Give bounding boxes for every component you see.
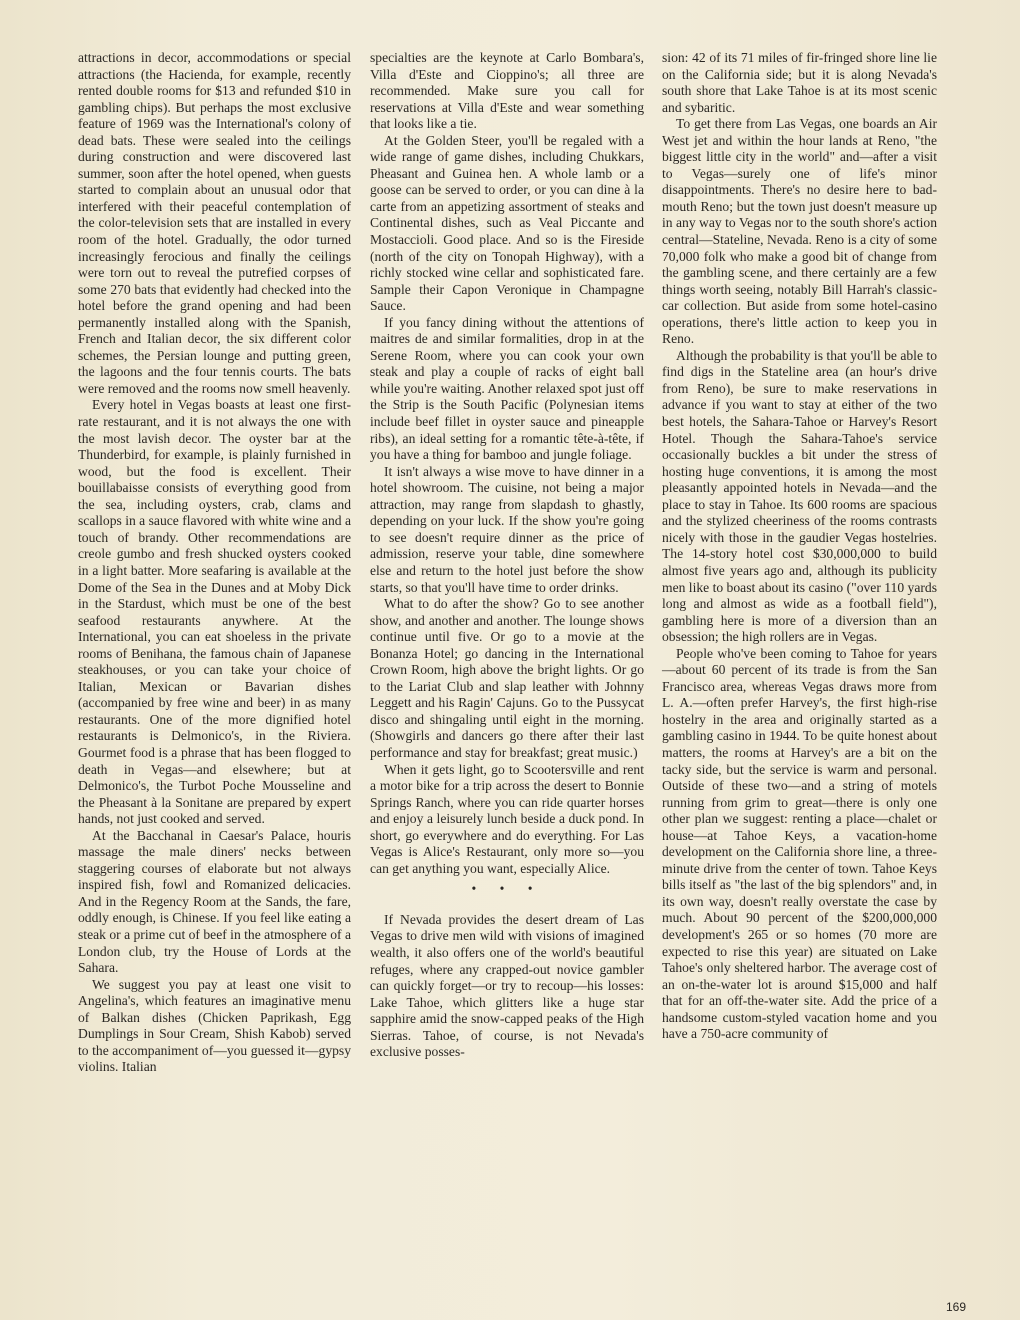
- paragraph: Every hotel in Vegas boasts at least one first-rate restaurant, and it is not always the one with the most lavish decor. The oyster bar at the Thunderbird, for example, is plainly furnished in wood, but the food is excellent. Their bouillabaisse consists of everything good from the sea, including oysters, crab, clams and scallops in a sauce flavored with white wine and a touch of brandy. Other recommendations are creole gumbo and fresh shucked oysters cooked in a light batter. More seafaring is available at the Dome of the Sea in the Dunes and at Moby Dick in the Stardust, which must be one of the best seafood restaurants anywhere. At the International, you can eat shoeless in the private rooms of Benihana, the famous chain of Japanese steakhouses, or you can take your choice of Italian, Mexican or Bavarian dishes (accompanied by free wine and beer) in as many restaurants. One of the more dignified hotel restaurants is Delmonico's, in the Riviera. Gourmet food is a phrase that has been flogged to death in Vegas—and elsewhere; but at Delmonico's, the Turbot Poche Mousseline and the Pheasant à la Sonitane are prepared by expert hands, not just cooked and served.: [78, 397, 351, 827]
- paragraph: sion: 42 of its 71 miles of fir-fringed shore line lie on the California side; but it is along Nevada's south shore that Lake Tahoe is at its most scenic and sybaritic.: [662, 50, 937, 115]
- paragraph: When it gets light, go to Scootersville and rent a motor bike for a trip across the desert to Bonnie Springs Ranch, where you can ride quarter horses and enjoy a leisurely lunch beside a duck pond. In short, go everywhere and do everything. For Las Vegas is Alice's Restaurant, only more so—you can get anything you want, especially Alice.: [370, 761, 644, 876]
- paragraph: Although the probability is that you'll be able to find digs in the Stateline area (an hour's drive from Reno), be sure to make reservations in advance if you want to stay at either of the two best hotels, the Sahara-Tahoe or Harvey's Resort Hotel. Though the Sahara-Tahoe's service occasionally buckles a bit under the stress of hosting huge conventions, it is among the most pleasantly appointed hotels in Nevada—and the place to stay in Tahoe. Its 600 rooms are spacious and the stylized cheeriness of the rooms contrasts nicely with those in the gaudier Vegas hostelries. The 14-story hotel cost $30,000,000 to build almost five years ago and, although its publicity men like to boast about its casino ("over 110 yards long and almost as wide as a football field"), gambling here is more of a diversion than an obsession; the high rollers are in Vegas.: [662, 347, 937, 645]
- paragraph: At the Golden Steer, you'll be regaled with a wide range of game dishes, including Chukkars, Pheasant and Guinea hen. A whole lamb or a goose can be served to order, or you can dine à la carte from an appetizing assortment of steaks and Continental dishes, such as Veal Piccante and Mostaccioli. Good place. And so is the Fireside (north of the city on Tonopah Highway), with a richly stocked wine cellar and sophisticated fare. Sample their Capon Veronique in Champagne Sauce.: [370, 132, 644, 314]
- paragraph: It isn't always a wise move to have dinner in a hotel showroom. The cuisine, not being a major attraction, may range from slapdash to ghastly, depending on your luck. If the show you're going to see doesn't require dinner as the price of admission, reserve your table, dine somewhere else and return to the hotel just before the show starts, so that you'll have time to order drinks.: [370, 463, 644, 595]
- text-column-1: [78, 50, 351, 1076]
- paragraph: attractions in decor, accommodations or special attractions (the Hacienda, for example, recently rented double rooms for $13 and refunded $10 in gambling chips). But perhaps the most exclusive feature of 1969 was the International's colony of dead bats. These were sealed into the ceilings during construction and were discovered last summer, soon after the hotel opened, when guests started to complain about an unusual odor that interfered with their peaceful contemplation of the color-television sets that are installed in every room of the hotel. Gradually, the odor turned increasingly ferocious and finally the ceilings were torn out to reveal the putrefied corpses of some 270 bats that evidently had checked into the hotel before the grand opening and had been permanently installed along with the Spanish, French and Italian decor, the six different color schemes, the Persian lounge and putting green, the lagoons and the four tennis courts. The bats were removed and the rooms now smell heavenly.: [78, 50, 351, 396]
- page-number: 169: [946, 1300, 967, 1314]
- paragraph: People who've been coming to Tahoe for years—about 60 percent of its trade is from the San Francisco area, whereas Vegas draws more from L. A.—often prefer Harvey's, the first high-rise hostelry in the area and originally started as a gambling casino in 1944. To be quite honest about matters, the rooms at Harvey's are a bit on the tacky side, but the service is warm and personal. Outside of these two—and a string of motels running from grim to great—there is only one other plan we suggest: renting a place—chalet or house—at Tahoe Keys, a vacation-home development on the California shore line, a three-minute drive from the center of town. Tahoe Keys bills itself as "the last of the big splendors" and, in its own way, doesn't really overstate the case by much. About 90 percent of the $200,000,000 development's 265 or so homes (70 more are expected to rise this year) are situated on Lake Tahoe's only sheltered harbor. The average cost of an on-the-water lot is around $15,000 and half that for an off-the-water site. Add the price of a handsome custom-styled vacation home and you have a 750-acre community of: [662, 645, 937, 1042]
- paragraph: If you fancy dining without the attentions of maitres de and similar formalities, drop in at the Serene Room, where you can cook your own steak and play a couple of racks of eight ball while you're waiting. Another relaxed spot just off the Strip is the South Pacific (Polynesian items include beef fillet in oyster sauce and pineapple ribs), an ideal setting for a romantic tête-à-tête, if you have a thing for bamboo and jungle foliage.: [370, 314, 644, 463]
- paragraph: What to do after the show? Go to see another show, and another and another. The lounge shows continue until five. Or go to a movie at the Bonanza Hotel; go dancing in the International Crown Room, high above the bright lights. Or go to the Lariat Club and slap leather with Johnny Leggett and his Ragin' Cajuns. Go to the Pussycat disco and shingaling until eight in the morning. (Showgirls and dancers go there after their last performance and stay for breakfast; great music.): [370, 596, 644, 760]
- text-column-3: [662, 50, 937, 1043]
- paragraph: To get there from Las Vegas, one boards an Air West jet and within the hour lands at Reno, "the biggest little city in the world" and—after a visit to Vegas—surely one of life's minor disappointments. There's no desire here to bad-mouth Reno; but the town just doesn't measure up in any way to Vegas nor to the south shore's action central—Stateline, Nevada. Reno is a city of some 70,000 folk who make a good bit of change from the gambling scene, and there certainly are a few things worth seeing, notably Bill Harrah's classic-car collection. But aside from some hotel-casino operations, there's little action to keep you in Reno.: [662, 116, 937, 347]
- paragraph: specialties are the keynote at Carlo Bombara's, Villa d'Este and Cioppino's; all three are recommended. Make sure you call for reservations at Villa d'Este and wear something that looks like a tie.: [370, 50, 644, 132]
- paragraph: At the Bacchanal in Caesar's Palace, houris massage the male diners' necks between staggering courses of elaborate but not always inspired fish, fowl and Romanized delicacies. And in the Regency Room at the Sands, the fare, oddly enough, is Chinese. If you feel like eating a steak or a prime cut of beef in the atmosphere of a London club, try the House of Lords at the Sahara.: [78, 827, 351, 976]
- text-column-2: [370, 50, 644, 1061]
- paragraph: We suggest you pay at least one visit to Angelina's, which features an imaginative menu of Balkan dishes (Chicken Paprikash, Egg Dumplings in Sour Cream, Shish Kabob) served to the accompaniment of—you guessed it—gypsy violins. Italian: [78, 976, 351, 1075]
- paragraph: If Nevada provides the desert dream of Las Vegas to drive men wild with visions of imagined wealth, it also offers one of the world's beautiful refuges, where any crapped-out novice gambler can quickly forget—or try to recoup—his losses: Lake Tahoe, which glitters like a huge star sapphire amid the snow-capped peaks of the High Sierras. Tahoe, of course, is not Nevada's exclusive posses-: [370, 911, 644, 1060]
- section-separator: • • •: [471, 881, 543, 897]
